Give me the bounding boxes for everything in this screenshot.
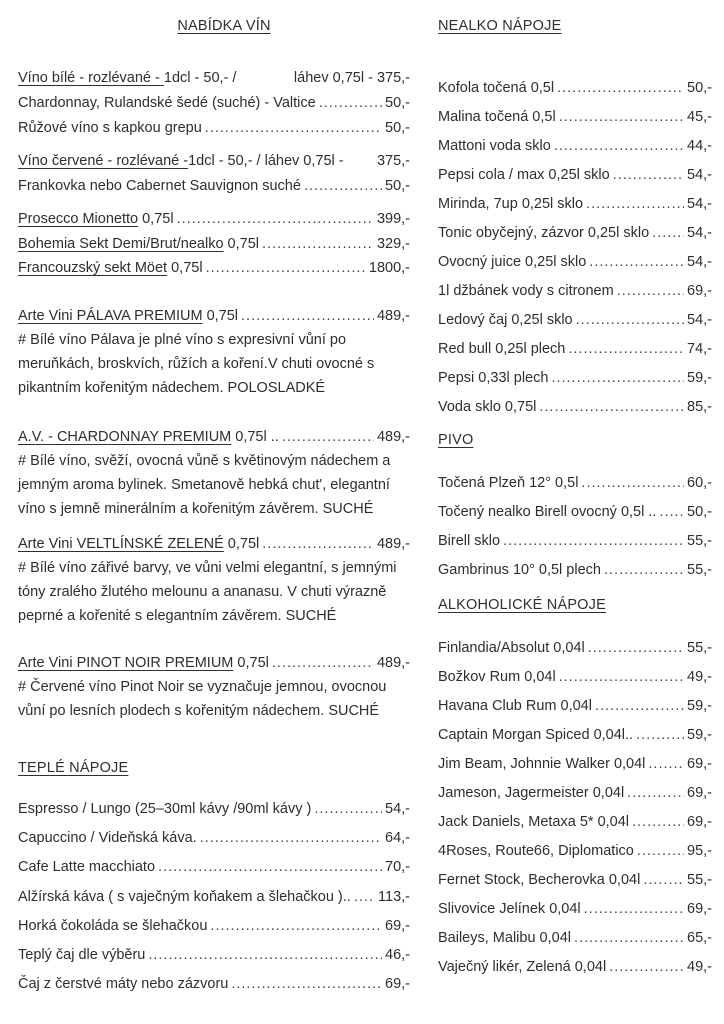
item-name (438, 364, 548, 393)
menu-item (18, 795, 410, 824)
premium-wine-veltlinske (18, 532, 410, 628)
item-name-text: 0,75l (233, 655, 269, 671)
item-price: 54,- (385, 801, 410, 817)
wine-description-line: # Bílé víno zářivé barvy, ve vůni velmi elegantní, s jemnými (18, 560, 397, 576)
dot-leader (210, 912, 382, 941)
item-name-text: Horká čokoláda se šlehačkou (18, 917, 208, 934)
item-name (438, 393, 536, 422)
menu-item (438, 721, 712, 750)
item-name-text: Frankovka nebo Cabernet Sauvignon suché (18, 178, 301, 194)
item-name (438, 469, 578, 498)
hot-drinks-list (18, 795, 410, 999)
menu-item (438, 161, 712, 190)
item-price: 50,- (385, 178, 410, 194)
item-name (18, 232, 259, 257)
menu-item (18, 174, 410, 199)
item-price: 59,- (687, 727, 712, 743)
item-name (18, 824, 197, 853)
wine-description-line: # Bílé víno Pálava je plné víno s expresivní vůní po (18, 332, 347, 348)
menu-item (438, 837, 712, 866)
menu-item (438, 393, 712, 422)
dot-leader (568, 335, 684, 364)
item-price: 1800,- (368, 260, 410, 276)
item-name (18, 970, 228, 999)
wine-description-line: jemným aroma bylinek. Smetanově hebká chut', elegantní (18, 477, 390, 493)
menu-item (438, 103, 712, 132)
dot-leader (503, 527, 684, 556)
dot-leader (559, 663, 684, 692)
item-name (18, 651, 269, 675)
wine-description-line: vůní po lesních plodech s kořenitým nádechem. SUCHÉ (18, 703, 380, 719)
item-name (18, 532, 259, 556)
item-price: 74,- (687, 341, 712, 357)
menu-item (438, 132, 712, 161)
item-price: 85,- (687, 399, 712, 415)
dot-leader (648, 750, 684, 779)
item-price: 54,- (687, 225, 712, 241)
premium-wine-palava (18, 304, 410, 400)
item-name-text: Havana Club Rum 0,04l (438, 698, 592, 714)
menu-item (438, 335, 712, 364)
premium-wine-pinot-noir (18, 651, 410, 723)
wine-description-line: meruňkách, broskvích, růžích a koření.V chuti ovocné s (18, 356, 375, 372)
item-name-text: Finlandia/Absolut 0,04l (438, 640, 585, 656)
dot-leader (551, 364, 684, 393)
menu-item (438, 469, 712, 498)
item-name-text: 1dcl - 50,- / láhev 0,75l - (188, 153, 344, 169)
item-name-text: Cafe Latte macchiato (18, 859, 156, 876)
item-name-text: Jameson, Jagermeister 0,04l (438, 785, 625, 801)
item-price: 489,- (376, 536, 410, 552)
item-name-text: 0,75l (138, 211, 174, 227)
menu-item (18, 149, 410, 174)
item-price: 50,- (385, 95, 410, 111)
item-name-text: Tonic obyčejný, zázvor 0,25l sklo (438, 225, 650, 241)
dot-leader (637, 837, 684, 866)
beer-list (438, 469, 712, 585)
menu-item (438, 924, 712, 953)
item-price: 54,- (687, 254, 712, 270)
alcohol-heading: ALKOHOLICKÉ NÁPOJE (438, 597, 606, 613)
item-name-text: Birell sklo (438, 533, 501, 549)
hot-drinks-heading: TEPLÉ NÁPOJE (18, 760, 129, 776)
item-price: 60,- (687, 475, 712, 491)
dot-leader (539, 393, 684, 422)
menu-item (18, 116, 410, 141)
item-price: 95,- (687, 843, 712, 859)
item-name (438, 721, 633, 750)
item-name (18, 66, 236, 91)
menu-item (438, 808, 712, 837)
item-name-underlined: Prosecco Mionetto (18, 211, 139, 227)
dot-leader (148, 941, 382, 970)
item-name-text: Baileys, Malibu 0,04l (438, 930, 571, 946)
dot-leader (231, 970, 382, 999)
item-name-text: Mattoni voda sklo (438, 138, 551, 154)
item-name (18, 174, 301, 199)
menu-item (438, 498, 712, 527)
item-name (438, 498, 656, 527)
item-name (438, 103, 556, 132)
soft-drinks-heading: NEALKO NÁPOJE (438, 18, 562, 34)
dot-leader (604, 556, 684, 585)
item-name-text: Espresso / Lungo (25–30ml kávy /90ml kávy ) (18, 801, 312, 817)
item-name (18, 116, 202, 141)
dot-leader (177, 207, 374, 232)
item-name (438, 132, 551, 161)
menu-item (438, 364, 712, 393)
wine-group-sparkling (18, 207, 410, 281)
item-price: 69,- (687, 283, 712, 299)
item-price: 50,- (687, 80, 712, 96)
item-price: 70,- (385, 859, 410, 876)
item-name (438, 161, 610, 190)
dot-leader (262, 532, 374, 556)
menu-item (18, 66, 410, 91)
item-name (438, 277, 614, 306)
item-price: 69,- (687, 814, 712, 830)
item-name-text: Malina točená 0,5l (438, 109, 556, 125)
item-name (438, 837, 634, 866)
dot-leader (559, 103, 684, 132)
menu-item (18, 425, 410, 449)
soft-drinks-list (438, 74, 712, 422)
item-name (438, 335, 565, 364)
wine-group-glass-red (18, 149, 410, 199)
wine-group-glass-white (18, 66, 410, 141)
dot-leader (588, 634, 684, 663)
item-name (18, 912, 207, 941)
item-name-text: Voda sklo 0,75l (438, 399, 537, 415)
dot-leader (643, 866, 684, 895)
menu-item (438, 74, 712, 103)
item-price: 69,- (687, 901, 712, 917)
item-price: 46,- (385, 947, 410, 964)
dot-leader (636, 721, 684, 750)
item-price: 55,- (687, 533, 712, 549)
item-price: 54,- (687, 312, 712, 328)
item-name-text: Božkov Rum 0,04l (438, 669, 556, 685)
menu-item (438, 277, 712, 306)
menu-item (18, 651, 410, 675)
dot-leader (584, 895, 684, 924)
item-name-text: Red bull 0,25l plech (438, 341, 566, 357)
item-name (18, 941, 145, 970)
dot-leader (586, 190, 684, 219)
item-name (18, 149, 344, 174)
item-name-text: Čaj z čerstvé máty nebo zázvoru (18, 976, 229, 993)
item-name-text: Točená Plzeň 12° 0,5l (438, 475, 579, 491)
dot-leader (609, 953, 684, 982)
dot-leader (589, 248, 684, 277)
menu-item (18, 91, 410, 116)
dot-leader (241, 304, 374, 328)
item-name (18, 883, 351, 912)
dot-leader (613, 161, 684, 190)
item-name-text: Ovocný juice 0,25l sklo (438, 254, 587, 270)
item-price: 65,- (687, 930, 712, 946)
item-name-underlined: Víno bílé - rozlévané - (18, 70, 164, 86)
wine-description-line: víno s jemně minerálním a kořenitým závěrem. SUCHÉ (18, 501, 374, 517)
item-name-text: Teplý čaj dle výběru (18, 947, 146, 964)
item-price: 489,- (376, 308, 410, 324)
item-name-text: Jim Beam, Johnnie Walker 0,04l (438, 756, 646, 772)
item-price: 55,- (687, 562, 712, 578)
dot-leader (554, 132, 684, 161)
alcohol-list (438, 634, 712, 982)
item-name-text: Slivovice Jelínek 0,04l (438, 901, 581, 917)
item-name-underlined: Arte Vini PÁLAVA PREMIUM (18, 308, 203, 324)
premium-wine-chardonnay (18, 425, 410, 521)
item-price: 64,- (385, 830, 410, 847)
item-price: 50,- (385, 120, 410, 136)
menu-item (438, 556, 712, 585)
menu-item (438, 866, 712, 895)
item-name-underlined: Arte Vini VELTLÍNSKÉ ZELENÉ (18, 536, 224, 552)
menu-item (18, 970, 410, 999)
item-name-text: Kofola točená 0,5l (438, 80, 555, 96)
item-name-text: Gambrinus 10° 0,5l plech (438, 562, 601, 578)
item-name-text: 0,75l (223, 536, 260, 552)
item-name (18, 425, 279, 449)
item-price: 59,- (687, 698, 712, 714)
dot-leader (652, 219, 684, 248)
dot-leader (205, 116, 382, 141)
wine-description-line: tóny zralého žlutého melounu a ananasu. V chuti výrazně (18, 584, 387, 600)
item-price: 375,- (376, 153, 410, 169)
menu-item (18, 232, 410, 257)
item-name-text: 0,75l (202, 308, 239, 324)
item-name-text: Alžírská káva ( s vaječným koňakem a šlehačkou ).. (18, 888, 351, 905)
item-name-text: Ledový čaj 0,25l sklo (438, 312, 573, 328)
menu-item (438, 248, 712, 277)
item-name (438, 556, 601, 585)
item-name-text: Točený nealko Birell ovocný 0,5l .. (438, 504, 657, 520)
item-name (438, 692, 592, 721)
dot-leader (272, 651, 374, 675)
item-name-text: Pepsi cola / max 0,25l sklo (438, 167, 610, 183)
item-name-text: 0,75l (223, 235, 259, 252)
menu-item (18, 824, 410, 853)
dot-leader (632, 808, 684, 837)
dot-leader (576, 306, 684, 335)
item-name (438, 74, 554, 103)
menu-item (438, 306, 712, 335)
item-name (438, 924, 571, 953)
menu-item (18, 304, 410, 328)
dot-leader (581, 469, 684, 498)
dot-leader (314, 795, 382, 824)
item-price: 69,- (687, 756, 712, 772)
item-name (438, 866, 640, 895)
menu-item (18, 912, 410, 941)
item-name-text: 0,75l (167, 260, 203, 276)
item-price: 489,- (376, 429, 410, 445)
dot-leader (158, 853, 382, 882)
item-name-text: Captain Morgan Spiced 0,04l.. (438, 727, 634, 743)
menu-item (18, 256, 410, 281)
item-price: 54,- (687, 167, 712, 183)
item-name-text: Capuccino / Videňská káva. (18, 830, 197, 847)
item-name-underlined: Arte Vini PINOT NOIR PREMIUM (18, 655, 234, 671)
item-price: 69,- (687, 785, 712, 801)
item-name-text: 1l džbánek vody s citronem (438, 283, 614, 299)
menu-item (438, 953, 712, 982)
menu-item (438, 190, 712, 219)
item-name (438, 634, 585, 663)
dot-leader (557, 74, 684, 103)
menu-item (438, 663, 712, 692)
item-name (438, 306, 573, 335)
item-name (438, 663, 556, 692)
item-price: 44,- (687, 138, 712, 154)
dot-leader (617, 277, 684, 306)
item-name (438, 895, 581, 924)
item-price: 45,- (687, 109, 712, 125)
wine-menu-title: NABÍDKA VÍN (177, 18, 271, 34)
item-price: 113,- (378, 888, 410, 905)
item-price: 55,- (687, 872, 712, 888)
item-name (438, 248, 586, 277)
item-name (438, 750, 645, 779)
item-name (18, 256, 203, 281)
item-name-text: Pepsi 0,33l plech (438, 370, 549, 386)
dot-leader (200, 824, 382, 853)
dot-leader (627, 779, 684, 808)
item-name-underlined: A.V. - CHARDONNAY PREMIUM (18, 429, 232, 445)
beer-heading: PIVO (438, 432, 474, 448)
item-price: 399,- (376, 211, 410, 227)
wine-description-line: pikantním kořenitým nádechem. POLOSLADKÉ (18, 380, 326, 396)
wine-description-line: # Červené víno Pinot Noir se vyznačuje jemnou, ovocnou (18, 679, 387, 695)
item-name-text: Chardonnay, Rulandské šedé (suché) - Valtice (18, 95, 316, 111)
item-name (18, 207, 174, 232)
menu-item (18, 207, 410, 232)
item-price: 329,- (376, 235, 410, 252)
item-name-text: 4Roses, Route66, Diplomatico (438, 843, 634, 859)
item-name (18, 853, 155, 882)
dot-leader (659, 498, 684, 527)
menu-item (438, 692, 712, 721)
menu-item (438, 750, 712, 779)
dot-leader (282, 425, 374, 449)
item-price: láhev 0,75l - 375,- (293, 70, 410, 86)
item-price: 59,- (687, 370, 712, 386)
item-name-text: 1dcl - 50,- / (163, 70, 237, 86)
menu-item (18, 853, 410, 882)
dot-leader (595, 692, 684, 721)
dot-leader (206, 256, 366, 281)
menu-item (438, 634, 712, 663)
menu-item (18, 883, 410, 912)
dot-leader (262, 232, 374, 257)
menu-item (438, 895, 712, 924)
item-name (18, 91, 316, 116)
item-price: 49,- (687, 669, 712, 685)
item-name (438, 808, 629, 837)
item-name (438, 190, 583, 219)
item-name (18, 304, 238, 328)
item-price: 49,- (687, 959, 712, 975)
item-name (438, 219, 649, 248)
item-price: 69,- (385, 917, 410, 934)
item-price: 54,- (687, 196, 712, 212)
wine-description-line: peprné a kořenité s elegantním závěrem. SUCHÉ (18, 608, 337, 624)
dot-leader (319, 91, 382, 116)
item-name-text: Růžové víno s kapkou grepu (18, 120, 202, 136)
item-price: 69,- (385, 976, 410, 993)
item-name-text: 0,75l .. (231, 429, 279, 445)
item-price: 489,- (376, 655, 410, 671)
item-name (438, 779, 624, 808)
item-name-underlined: Víno červené - rozlévané - (18, 153, 189, 169)
menu-item (438, 527, 712, 556)
menu-item (438, 779, 712, 808)
item-name-text: Vaječný likér, Zelená 0,04l (438, 959, 607, 975)
item-price: 50,- (687, 504, 712, 520)
item-name-text: Mirinda, 7up 0,25l sklo (438, 196, 584, 212)
item-name-text: Jack Daniels, Metaxa 5* 0,04l (438, 814, 630, 830)
dot-leader (304, 174, 382, 199)
menu-item (438, 219, 712, 248)
menu-item (18, 941, 410, 970)
item-price: 55,- (687, 640, 712, 656)
wine-description-line: # Bílé víno, svěží, ovocná vůně s květinovým nádechem a (18, 453, 391, 469)
dot-leader (574, 924, 684, 953)
item-name (438, 953, 606, 982)
menu-item (18, 532, 410, 556)
item-name (18, 795, 311, 824)
dot-leader (354, 883, 375, 912)
item-name (438, 527, 500, 556)
item-name-underlined: Bohemia Sekt Demi/Brut/nealko (18, 235, 224, 252)
item-name-underlined: Francouzský sekt Möet (18, 260, 168, 276)
item-name-text: Fernet Stock, Becherovka 0,04l (438, 872, 641, 888)
